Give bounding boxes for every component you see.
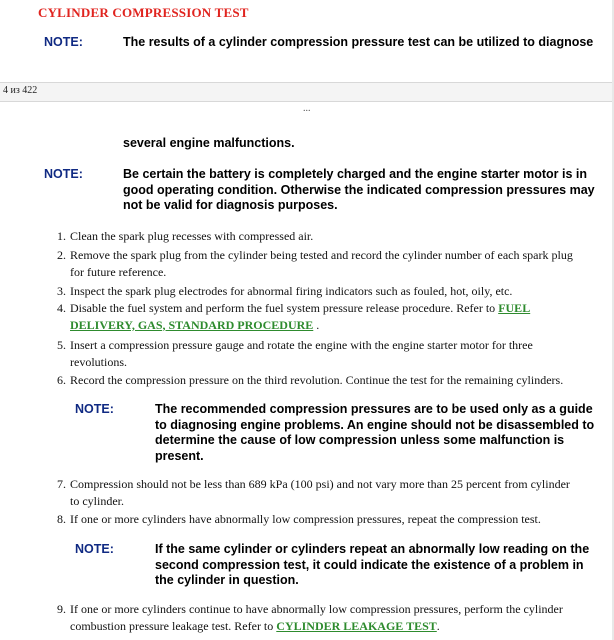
list-item: 7. Compression should not be less than 689 kPa (100 psi) and not vary more than 25 percent from cylinder to cylinder. [57, 477, 570, 508]
list-item: 6. Record the compression pressure on the third revolution. Continue the test for the remaining cylinders. [57, 373, 564, 387]
list-item: 4. Disable the fuel system and perform the fuel system pressure release procedure. Refer to FUEL DELIVERY, GAS, STANDARD PROCEDURE . [57, 301, 531, 332]
continued-text: several engine malfunctions. [123, 136, 295, 150]
note-label: NOTE: [75, 542, 114, 556]
note-label: NOTE: [75, 402, 114, 416]
list-item: 9. If one or more cylinders continue to have abnormally low compression pressures, perform the cylinder combustion pressure leakage test. Refer to CYLINDER LEAKAGE TEST. [57, 602, 563, 633]
page-title: CYLINDER COMPRESSION TEST [38, 5, 249, 20]
list-item: 2. Remove the spark plug from the cylinder being tested and record the cylinder number of each spark plug for future reference. [57, 248, 573, 279]
list-item: 3. Inspect the spark plug electrodes for abnormal firing indicators such as fouled, hot, oily, etc. [57, 284, 513, 298]
note-label: NOTE: [44, 167, 83, 181]
note-text: The results of a cylinder compression pressure test can be utilized to diagnose [123, 35, 594, 49]
more-indicator[interactable]: ... [303, 103, 311, 114]
note-recommended-text: The recommended compression pressures are to be used only as a guide to diagnosing engine problems. An engine should not be disassembled to determine the cause of low compression unless some malfunction is present. [155, 402, 595, 463]
list-item: 5. Insert a compression pressure gauge and rotate the engine with the engine starter motor for three revolutions. [57, 338, 533, 369]
list-item: 8. If one or more cylinders have abnormally low compression pressures, repeat the compression test. [57, 512, 541, 526]
page-separator [0, 82, 614, 102]
cylinder-leakage-test-link[interactable]: CYLINDER LEAKAGE TEST [276, 618, 437, 633]
list-item: 1. Clean the spark plug recesses with compressed air. [57, 229, 314, 243]
page-counter: 4 из 422 [3, 85, 38, 96]
fuel-delivery-link[interactable]: FUEL DELIVERY, GAS, STANDARD PROCEDURE [70, 301, 531, 332]
note-battery-text: Be certain the battery is completely charged and the engine starter motor is in good operating condition. Otherwise the indicated compression pressures may not be valid for diagnosis purposes. [123, 167, 595, 212]
previous-page-panel [0, 0, 614, 82]
note-repeat-text: If the same cylinder or cylinders repeat an abnormally low reading on the second compression test, it could indicate the existence of a problem in the cylinder in question. [155, 542, 590, 587]
note-label: NOTE: [44, 35, 83, 49]
